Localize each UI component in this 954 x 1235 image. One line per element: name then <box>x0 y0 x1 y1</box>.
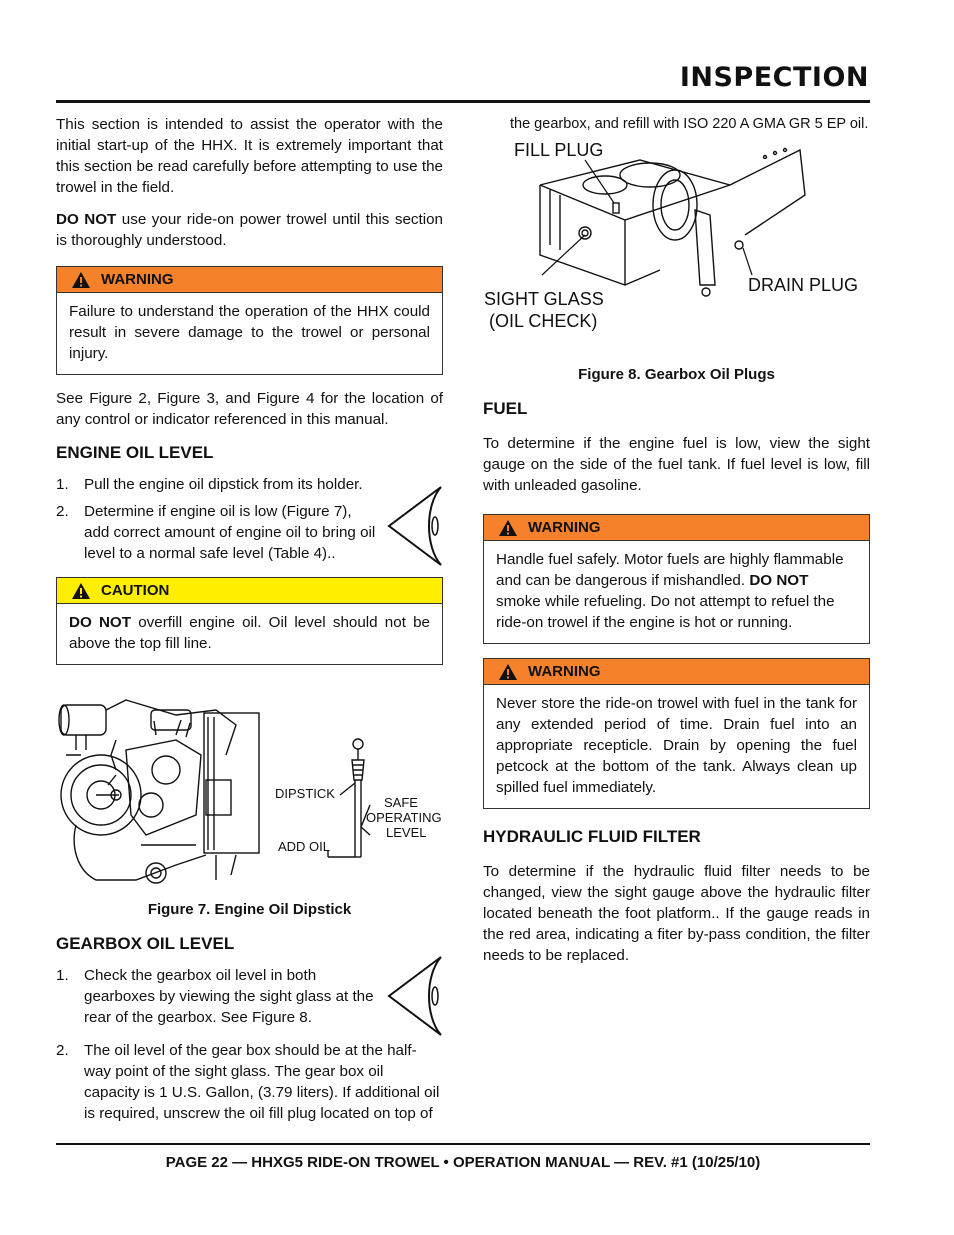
warning-label: WARNING <box>528 519 601 536</box>
oil-check-label: (OIL CHECK) <box>489 311 598 331</box>
warning-header <box>484 659 869 685</box>
warning-label: WARNING <box>528 663 601 680</box>
safe-label-3: LEVEL <box>386 825 427 840</box>
page-title: INSPECTION <box>679 62 869 93</box>
figure-8-caption: Figure 8. Gearbox Oil Plugs <box>578 366 775 383</box>
fill-plug-label: FILL PLUG <box>514 140 604 160</box>
list-item: 1. Pull the engine oil dipstick from its holder. <box>56 476 363 493</box>
warning-header <box>484 515 869 541</box>
hydraulic-paragraph: To determine if the hydraulic fluid filter needs to be changed, view the sight gauge above the hydraulic filter located beneath the foot platform.. If the gauge reads in the red area, indicating a fiter by-pass condition, the filter needs to be replaced. <box>483 863 870 964</box>
fuel-heading: FUEL <box>483 399 528 418</box>
caution-label: CAUTION <box>101 582 170 599</box>
warning-text: Failure to understand the operation of the HHX could result in severe damage to the trowel or personal injury. <box>69 303 430 362</box>
dipstick-label: DIPSTICK <box>275 786 335 801</box>
header-rule <box>56 100 870 103</box>
warning-header <box>57 267 442 293</box>
warning-box-fuel-handling <box>483 514 870 644</box>
gearbox-section <box>56 934 443 1124</box>
left-column <box>56 114 443 665</box>
fuel-paragraph: To determine if the engine fuel is low, view the sight gauge on the side of the fuel tank. If fuel level is low, fill with unleaded gasoline. <box>483 435 870 494</box>
gearbox-oil-heading: GEARBOX OIL LEVEL <box>56 934 235 953</box>
page-footer: PAGE 22 — HHXG5 RIDE-ON TROWEL • OPERATION MANUAL — REV. #1 (10/25/10) <box>165 1154 761 1171</box>
caution-header <box>57 578 442 604</box>
donot-rest: use your ride-on power trowel until this section is thoroughly understood. <box>56 211 443 249</box>
continued-text: the gearbox, and refill with ISO 220 A GMA GR 5 EP oil. <box>510 116 869 132</box>
donot-paragraph <box>56 209 443 251</box>
intro-paragraph: This section is intended to assist the operator with the initial start-up of the HHX. It is extremely important that this section be read carefully before attempting to use the trowel in the field. <box>56 116 443 196</box>
caution-triangle-icon <box>71 582 91 600</box>
engine-oil-heading: ENGINE OIL LEVEL <box>56 443 214 462</box>
right-column <box>483 399 870 966</box>
warning-triangle-icon <box>498 519 518 537</box>
hydraulic-filter-heading: HYDRAULIC FLUID FILTER <box>483 827 701 846</box>
warning-triangle-icon <box>71 271 91 289</box>
warning-text: Never store the ride-on trowel with fuel in the tank for any extended period of time. Drain fuel into an appropriate recepticle. Drain by opening the fuel petcock at the bottom of the tank. Always clean up spilled fuel immediately. <box>496 695 857 796</box>
eye-icon <box>385 485 443 567</box>
gearbox-steps <box>56 965 443 1124</box>
warning-triangle-icon <box>498 663 518 681</box>
warning-label: WARNING <box>101 271 174 288</box>
engine-illustration <box>56 695 266 890</box>
caution-box <box>56 577 443 665</box>
add-oil-label: ADD OIL <box>278 839 331 854</box>
list-item: 1. Check the gearbox oil level in both gearboxes by viewing the sight glass at the rear of the gearbox. See Figure 8. <box>56 967 374 1026</box>
safe-label-2: OPERATING <box>366 810 442 825</box>
sight-glass-label: SIGHT GLASS <box>484 289 604 309</box>
warning-text: Handle fuel safely. Motor fuels are highly flammable and can be dangerous if mishandled. DO NOT smoke while refueling. Do not attempt to refuel the ride-on trowel if the engine is hot or running. <box>496 551 844 631</box>
warning-box-fuel-storage <box>483 658 870 809</box>
caution-text: DO NOT overfill engine oil. Oil level should not be above the top fill line. <box>69 614 430 652</box>
footer-rule <box>56 1143 870 1145</box>
safe-label-1: SAFE <box>384 795 418 810</box>
warning-box-operation <box>56 266 443 375</box>
donot-strong: DO NOT <box>56 211 117 228</box>
list-item: 2. Determine if engine oil is low (Figure 7), add correct amount of engine oil to bring oil level to a normal safe level (Table 4).. <box>56 503 376 562</box>
drain-plug-label: DRAIN PLUG <box>748 275 859 295</box>
engine-oil-steps <box>56 474 376 564</box>
list-item: 2. The oil level of the gear box should be at the half-way point of the sight glass. The gear box oil capacity is 1 U.S. Gallon, (3.79 liters). If additional oil is required, unscrew the oil fill plug located on top of <box>56 1042 440 1122</box>
see-figures-paragraph: See Figure 2, Figure 3, and Figure 4 for the location of any control or indicator referenced in this manual. <box>56 390 443 428</box>
figure-7-caption: Figure 7. Engine Oil Dipstick <box>147 901 352 918</box>
